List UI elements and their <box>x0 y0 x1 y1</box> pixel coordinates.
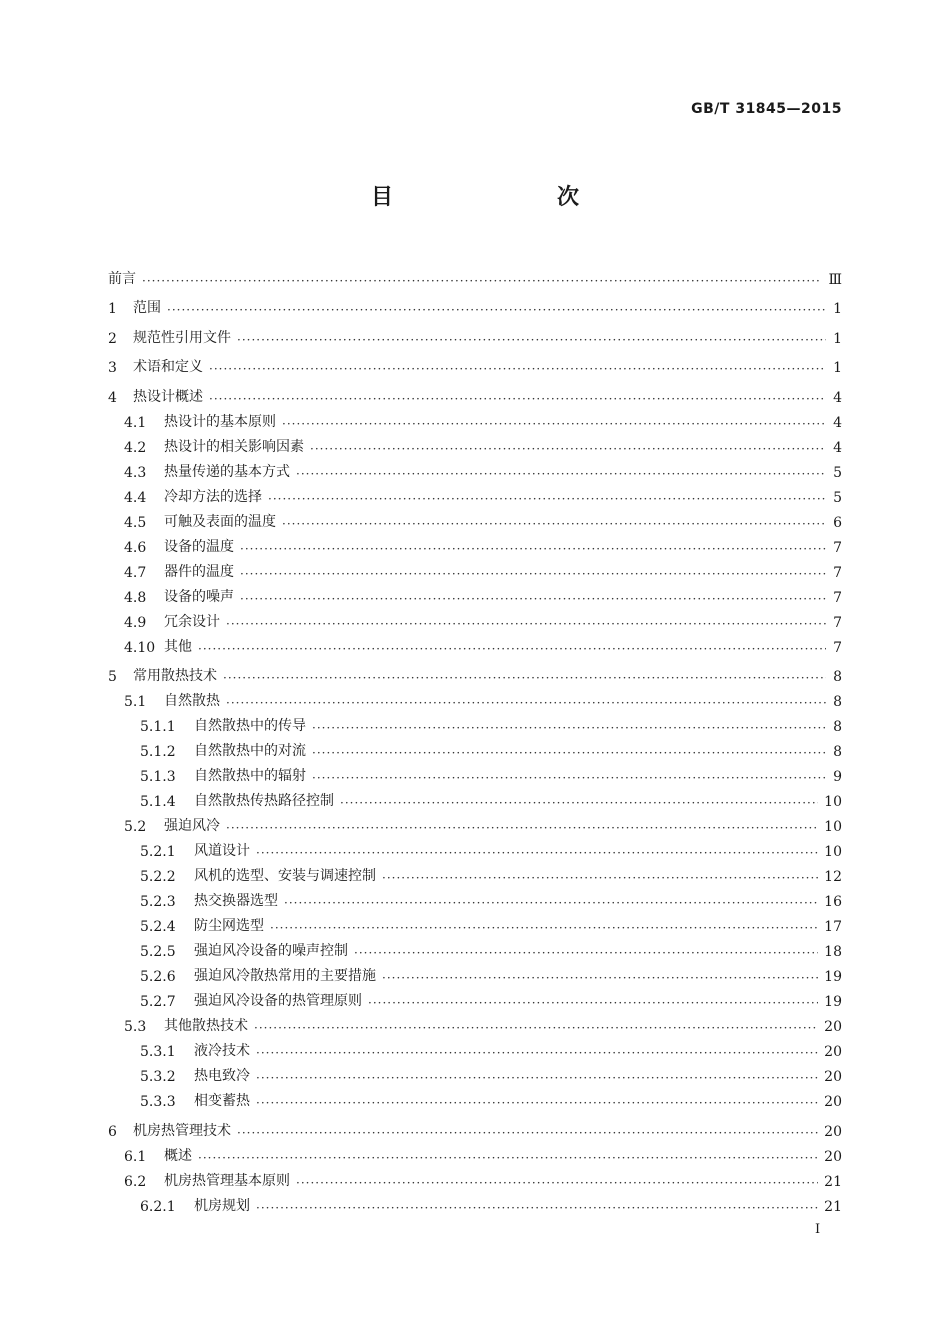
toc-leader-dots <box>167 303 826 317</box>
toc-entry-page: 8 <box>833 719 842 735</box>
toc-entry-title: 自然散热传热路径控制 <box>194 793 334 809</box>
toc-entry-title: 常用散热技术 <box>133 668 217 684</box>
toc-entry-number: 4.3 <box>124 464 147 481</box>
toc-entry-page: 7 <box>833 589 842 606</box>
toc-entry-number: 4 <box>108 389 117 406</box>
toc-entry-page: 10 <box>824 794 842 810</box>
toc-entry[interactable] <box>108 317 842 347</box>
toc-entry-page: 12 <box>824 869 842 885</box>
toc-entry-page: 8 <box>833 744 842 760</box>
toc-entry-title: 强迫风冷散热常用的主要措施 <box>194 968 376 984</box>
toc-entry-title: 可触及表面的温度 <box>164 513 276 530</box>
toc-entry-title: 冷却方法的选择 <box>164 488 262 505</box>
toc-entry-title: 液冷技术 <box>194 1043 250 1059</box>
toc-entry[interactable] <box>108 456 842 481</box>
toc-entry[interactable] <box>108 1010 842 1035</box>
toc-leader-dots <box>256 1071 818 1085</box>
toc-entry[interactable] <box>108 860 842 885</box>
toc-entry-title: 自然散热中的对流 <box>194 743 306 759</box>
toc-entry-number: 4.7 <box>124 564 147 581</box>
toc-entry-page: 7 <box>833 539 842 556</box>
toc-entry-page: 4 <box>833 414 842 431</box>
toc-entry-number: 1 <box>108 301 117 317</box>
toc-entry[interactable] <box>108 406 842 431</box>
toc-leader-dots <box>256 1046 818 1060</box>
toc-entry-page: 19 <box>824 994 842 1010</box>
toc-leader-dots <box>256 1096 818 1110</box>
toc-entry-title: 热交换器选型 <box>194 893 278 909</box>
toc-entry-number: 6.1 <box>124 1148 147 1165</box>
toc-entry-page: 4 <box>833 439 842 456</box>
toc-leader-dots <box>340 796 818 810</box>
toc-entry[interactable] <box>108 810 842 835</box>
toc-entry[interactable] <box>108 656 842 686</box>
toc-leader-dots <box>209 362 826 376</box>
toc-entry-page: Ⅲ <box>828 271 842 288</box>
toc-leader-dots <box>368 996 818 1010</box>
toc-entry-title: 热设计的基本原则 <box>164 413 276 430</box>
toc-entry[interactable] <box>108 581 842 606</box>
toc-entry-number: 5.3.1 <box>140 1044 176 1060</box>
toc-entry-title: 设备的温度 <box>164 538 234 555</box>
toc-entry-title: 机房热管理技术 <box>133 1122 231 1139</box>
toc-entry-title: 概述 <box>164 1147 192 1164</box>
toc-entry[interactable] <box>108 288 842 318</box>
toc-entry-page: 17 <box>824 919 842 935</box>
toc-entry-number: 3 <box>108 360 117 376</box>
toc-entry-page: 20 <box>824 1019 842 1035</box>
toc-entry-number: 5.2.2 <box>140 869 176 885</box>
toc-entry-title: 自然散热中的辐射 <box>194 768 306 784</box>
toc-leader-dots <box>226 617 826 631</box>
toc-entry-title: 前言 <box>108 270 136 287</box>
toc-entry[interactable] <box>108 985 842 1010</box>
toc-leader-dots <box>240 592 826 606</box>
toc-leader-dots <box>256 846 818 860</box>
toc-leader-dots <box>312 746 826 760</box>
toc-entry-page: 5 <box>833 489 842 506</box>
toc-entry-title: 防尘网选型 <box>194 918 264 934</box>
toc-leader-dots <box>312 721 826 735</box>
toc-entry-number: 5.3.3 <box>140 1094 176 1110</box>
toc-leader-dots <box>284 896 818 910</box>
toc-entry-page: 19 <box>824 969 842 985</box>
toc-entry-page: 1 <box>833 301 842 317</box>
toc-entry-title: 热量传递的基本方式 <box>164 463 290 480</box>
toc-entry[interactable] <box>108 885 842 910</box>
toc-leader-dots <box>237 333 826 347</box>
toc-leader-dots <box>312 771 826 785</box>
toc-entry-page: 20 <box>824 1123 842 1140</box>
toc-entry-title: 设备的噪声 <box>164 588 234 605</box>
toc-entry-title: 术语和定义 <box>133 359 203 375</box>
toc-entry-page: 6 <box>833 514 842 531</box>
toc-leader-dots <box>282 417 826 431</box>
toc-entry-page: 20 <box>824 1069 842 1085</box>
toc-entry-title: 热设计概述 <box>133 388 203 405</box>
toc-leader-dots <box>198 1151 818 1165</box>
toc-entry-title: 相变蓄热 <box>194 1093 250 1109</box>
toc-entry-number: 5.2 <box>124 819 147 835</box>
toc-entry[interactable] <box>108 1140 842 1165</box>
toc-entry[interactable] <box>108 685 842 710</box>
toc-entry[interactable] <box>108 606 842 631</box>
toc-entry-number: 4.10 <box>124 639 156 656</box>
toc-entry[interactable] <box>108 910 842 935</box>
toc-entry-number: 5.2.6 <box>140 969 176 985</box>
toc-leader-dots <box>240 542 826 556</box>
toc-entry[interactable] <box>108 735 842 760</box>
toc-entry-number: 6 <box>108 1123 117 1140</box>
toc-leader-dots <box>296 467 826 481</box>
toc-entry[interactable] <box>108 1060 842 1085</box>
toc-entry-page: 16 <box>824 894 842 910</box>
toc-entry[interactable] <box>108 531 842 556</box>
toc-leader-dots <box>226 696 826 710</box>
toc-entry-number: 5.1.1 <box>140 719 176 735</box>
toc-entry[interactable] <box>108 1085 842 1110</box>
toc-entry-title: 冗余设计 <box>164 613 220 630</box>
toc-entry-number: 4.8 <box>124 589 147 606</box>
toc-entry-title: 其他 <box>164 638 192 655</box>
toc-entry-number: 5.1.2 <box>140 744 176 760</box>
toc-leader-dots <box>270 921 818 935</box>
toc-entry-page: 10 <box>824 844 842 860</box>
toc-entry-number: 5 <box>108 669 117 685</box>
toc-entry-title: 风道设计 <box>194 843 250 859</box>
table-of-contents <box>108 258 842 1215</box>
toc-entry-number: 5.2.7 <box>140 994 176 1010</box>
toc-entry[interactable] <box>108 376 842 406</box>
toc-entry-page: 21 <box>824 1173 842 1190</box>
toc-entry-page: 7 <box>833 639 842 656</box>
toc-entry-page: 7 <box>833 564 842 581</box>
toc-entry-page: 9 <box>833 769 842 785</box>
toc-leader-dots <box>382 871 818 885</box>
toc-entry-page: 5 <box>833 464 842 481</box>
toc-entry[interactable] <box>108 556 842 581</box>
toc-leader-dots <box>282 517 826 531</box>
toc-leader-dots <box>254 1021 818 1035</box>
toc-entry[interactable] <box>108 347 842 377</box>
toc-entry-page: 10 <box>824 819 842 835</box>
toc-entry-number: 4.5 <box>124 514 147 531</box>
toc-entry-page: 8 <box>833 694 842 710</box>
toc-entry-number: 4.1 <box>124 414 147 431</box>
toc-entry-number: 4.6 <box>124 539 147 556</box>
toc-leader-dots <box>296 1176 818 1190</box>
toc-entry-title: 强迫风冷 <box>164 818 220 834</box>
toc-leader-dots <box>198 642 826 656</box>
toc-entry[interactable] <box>108 935 842 960</box>
toc-entry[interactable] <box>108 431 842 456</box>
toc-leader-dots <box>382 971 818 985</box>
toc-entry-title: 器件的温度 <box>164 563 234 580</box>
toc-entry-title: 机房规划 <box>194 1197 250 1214</box>
toc-entry[interactable] <box>108 481 842 506</box>
toc-entry-number: 6.2.1 <box>140 1198 176 1215</box>
toc-entry-title: 其他散热技术 <box>164 1018 248 1034</box>
page-number: I <box>815 1222 821 1237</box>
toc-entry[interactable] <box>108 1110 842 1140</box>
toc-entry-page: 8 <box>833 669 842 685</box>
toc-entry-title: 热设计的相关影响因素 <box>164 438 304 455</box>
toc-entry-number: 5.3 <box>124 1019 147 1035</box>
toc-leader-dots <box>142 274 822 288</box>
toc-entry[interactable] <box>108 1190 842 1215</box>
toc-entry-title: 热电致冷 <box>194 1068 250 1084</box>
toc-leader-dots <box>223 671 826 685</box>
toc-leader-dots <box>240 567 826 581</box>
toc-entry-number: 5.1.3 <box>140 769 176 785</box>
toc-entry[interactable] <box>108 710 842 735</box>
toc-entry-number: 5.1.4 <box>140 794 176 810</box>
toc-entry[interactable] <box>108 631 842 656</box>
toc-entry-title: 自然散热中的传导 <box>194 718 306 734</box>
toc-entry-page: 1 <box>833 330 842 347</box>
toc-entry-number: 5.3.2 <box>140 1069 176 1085</box>
toc-entry-page: 1 <box>833 360 842 376</box>
toc-entry-number: 4.9 <box>124 614 147 631</box>
toc-entry[interactable] <box>108 258 842 288</box>
toc-entry-title: 范围 <box>133 300 161 316</box>
toc-entry[interactable] <box>108 760 842 785</box>
toc-entry-number: 5.2.1 <box>140 844 176 860</box>
toc-entry-number: 6.2 <box>124 1173 147 1190</box>
toc-leader-dots <box>226 821 818 835</box>
toc-entry-page: 7 <box>833 614 842 631</box>
page-title: 目 次 <box>370 185 619 210</box>
toc-entry-title: 规范性引用文件 <box>133 329 231 346</box>
toc-entry[interactable] <box>108 785 842 810</box>
toc-entry-page: 4 <box>833 389 842 406</box>
toc-entry-page: 18 <box>824 944 842 960</box>
toc-entry-page: 21 <box>824 1198 842 1215</box>
toc-entry-title: 机房热管理基本原则 <box>164 1172 290 1189</box>
toc-entry[interactable] <box>108 960 842 985</box>
toc-entry-number: 5.2.5 <box>140 944 176 960</box>
toc-entry-number: 2 <box>108 330 117 347</box>
toc-entry-title: 强迫风冷设备的热管理原则 <box>194 993 362 1009</box>
toc-leader-dots <box>268 492 826 506</box>
toc-entry-page: 20 <box>824 1044 842 1060</box>
toc-entry-title: 自然散热 <box>164 693 220 709</box>
standard-code: GB/T 31845—2015 <box>691 101 842 117</box>
toc-leader-dots <box>256 1201 818 1215</box>
toc-leader-dots <box>310 442 826 456</box>
toc-entry[interactable] <box>108 1035 842 1060</box>
toc-entry-number: 5.2.3 <box>140 894 176 910</box>
toc-entry-number: 4.4 <box>124 489 147 506</box>
toc-entry-number: 5.1 <box>124 694 147 710</box>
toc-entry-page: 20 <box>824 1094 842 1110</box>
toc-entry-number: 4.2 <box>124 439 147 456</box>
toc-entry-page: 20 <box>824 1148 842 1165</box>
toc-leader-dots <box>237 1126 818 1140</box>
toc-leader-dots <box>209 392 826 406</box>
toc-entry-number: 5.2.4 <box>140 919 176 935</box>
toc-entry[interactable] <box>108 1165 842 1190</box>
toc-entry[interactable] <box>108 835 842 860</box>
toc-entry[interactable] <box>108 506 842 531</box>
toc-leader-dots <box>354 946 818 960</box>
toc-entry-title: 风机的选型、安装与调速控制 <box>194 868 376 884</box>
toc-entry-title: 强迫风冷设备的噪声控制 <box>194 943 348 959</box>
